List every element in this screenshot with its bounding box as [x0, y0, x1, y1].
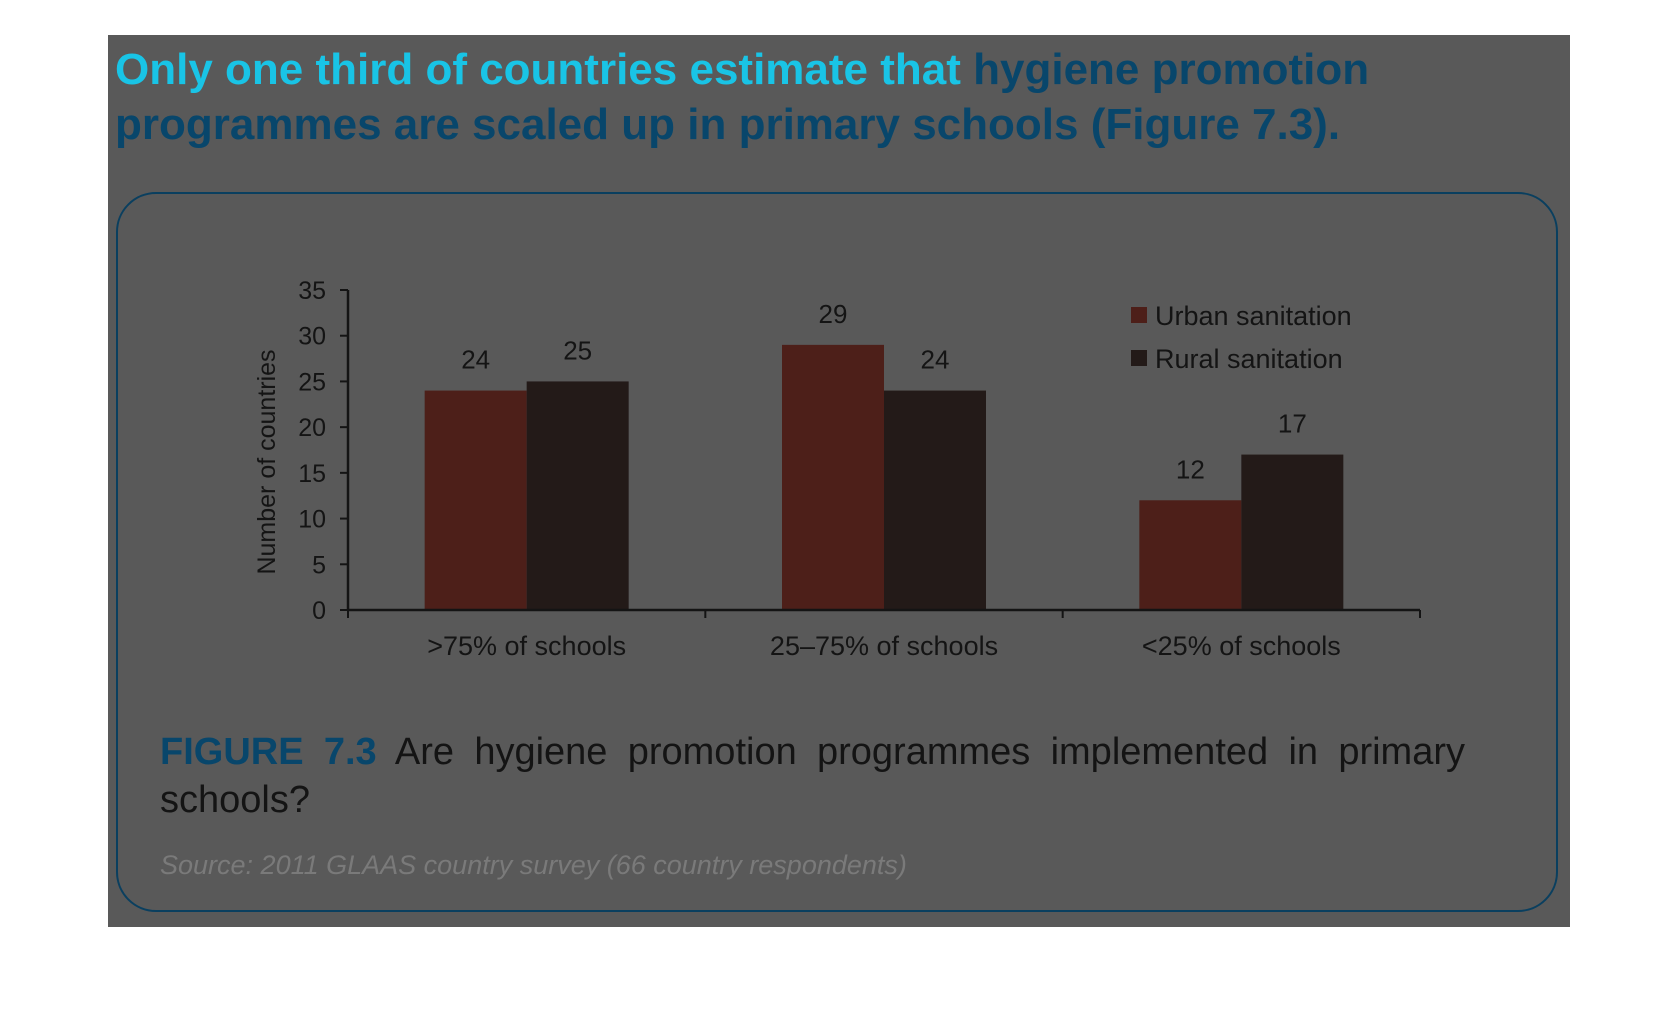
y-tick-label: 30	[298, 322, 326, 351]
bar	[782, 345, 884, 610]
y-tick-label: 10	[298, 505, 326, 534]
legend-label: Rural sanitation	[1155, 344, 1343, 374]
bar	[527, 381, 629, 610]
x-category-label: <25% of schools	[1141, 631, 1341, 661]
figure-caption-text: Are hygiene promotion programmes implemented in primary schools?	[160, 731, 1465, 821]
legend-swatch	[1131, 307, 1147, 323]
bar	[425, 391, 527, 610]
y-tick-label: 25	[298, 368, 326, 397]
bar	[884, 391, 986, 610]
legend-swatch	[1131, 350, 1147, 366]
figure-source: Source: 2011 GLAAS country survey (66 country respondents)	[160, 850, 907, 880]
bar	[1241, 455, 1343, 610]
y-tick-label: 20	[298, 414, 326, 443]
data-label: 24	[461, 344, 491, 375]
figure-caption	[160, 728, 1465, 824]
headline-text: hygiene promotion programmes are scaled up in primary schools (Figure 7.3).	[115, 45, 1370, 149]
y-tick-label: 35	[298, 277, 326, 305]
data-label: 29	[818, 298, 848, 329]
figure-number: FIGURE 7.3	[160, 731, 377, 773]
data-label: 24	[920, 344, 950, 375]
x-category-label: >75% of schools	[427, 631, 627, 661]
data-label: 17	[1277, 408, 1307, 439]
legend-label: Urban sanitation	[1155, 301, 1352, 331]
y-tick-label: 5	[312, 551, 326, 580]
x-category-label: 25–75% of schools	[769, 631, 999, 661]
headline-accent-text: Only one third of countries estimate that	[115, 45, 961, 94]
y-tick-label: 15	[298, 459, 326, 488]
y-axis-title: Number of countries	[253, 349, 281, 575]
bar	[1139, 500, 1241, 610]
data-label: 25	[563, 335, 593, 366]
data-label: 12	[1175, 454, 1205, 485]
y-tick-label: 0	[312, 597, 326, 625]
